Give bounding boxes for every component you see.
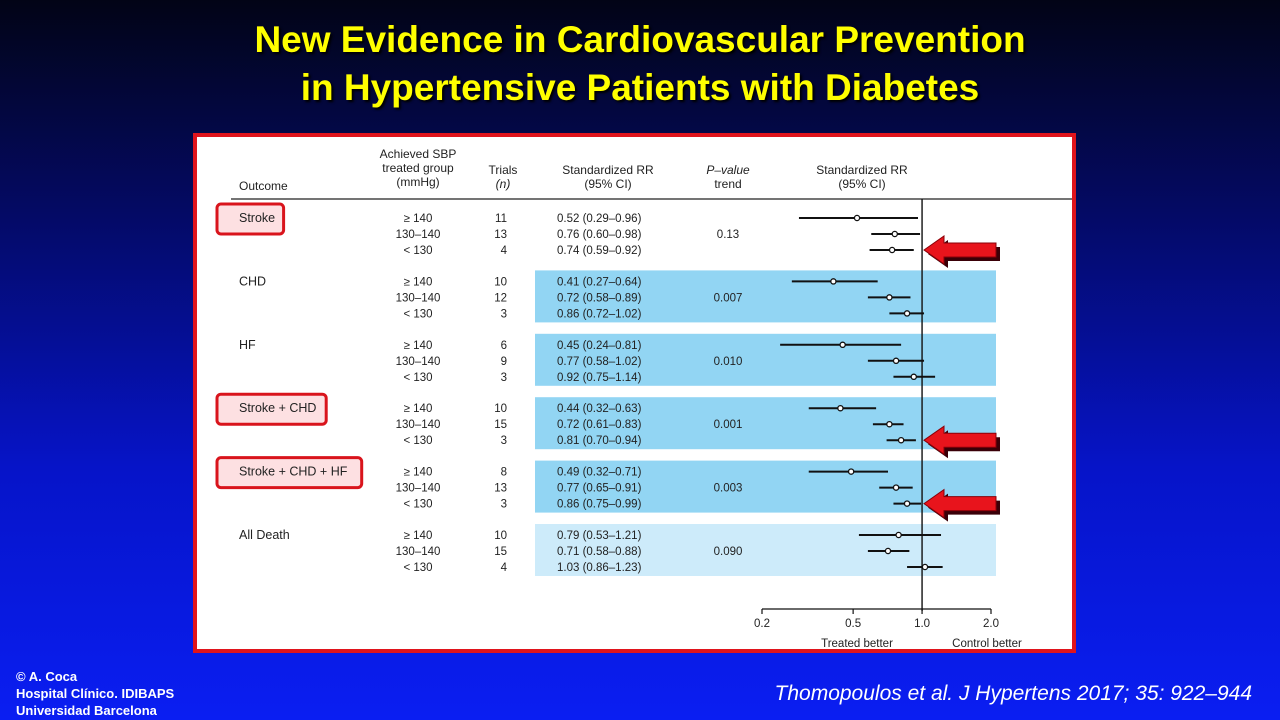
sbp-category: 130–140 xyxy=(395,292,441,305)
rr-point xyxy=(854,215,859,220)
rr-point xyxy=(840,342,845,347)
trials-count: 12 xyxy=(494,292,507,305)
header-trials-line1: Trials xyxy=(488,163,518,177)
trials-count: 4 xyxy=(500,562,507,574)
rr-point xyxy=(896,532,901,537)
rr-ci-text: 1.03 (0.86–1.23) xyxy=(557,562,642,574)
sbp-category: < 130 xyxy=(403,245,433,257)
rr-point xyxy=(890,247,895,252)
trials-count: 10 xyxy=(494,403,507,416)
rr-ci-text: 0.49 (0.32–0.71) xyxy=(557,466,642,479)
p-trend-value: 0.090 xyxy=(713,546,743,558)
sbp-category: < 130 xyxy=(403,435,433,448)
institution-text: Hospital Clínico. IDIBAPS xyxy=(16,686,175,701)
outcome-label: Stroke xyxy=(239,211,276,225)
header-sbp-line2: treated group xyxy=(382,161,454,175)
rr-ci-text: 0.52 (0.29–0.96) xyxy=(557,213,642,225)
outcome-label: All Death xyxy=(239,528,290,542)
sbp-category: 130–140 xyxy=(395,229,441,241)
slide-title-line2: in Hypertensive Patients with Diabetes xyxy=(300,67,980,108)
sbp-category: ≥ 140 xyxy=(403,403,433,416)
rr-ci-text: 0.77 (0.58–1.02) xyxy=(557,355,642,368)
header-p-line2: trend xyxy=(714,177,742,191)
rr-point xyxy=(831,279,836,284)
sbp-category: ≥ 140 xyxy=(403,339,433,352)
trials-count: 9 xyxy=(500,355,507,368)
rr-point xyxy=(885,548,890,553)
trials-count: 3 xyxy=(500,498,507,511)
header-outcome: Outcome xyxy=(239,179,288,193)
rr-ci-text: 0.44 (0.32–0.63) xyxy=(557,403,642,416)
trials-count: 10 xyxy=(494,276,507,289)
sbp-category: 130–140 xyxy=(395,482,441,495)
slide-title xyxy=(0,16,1280,112)
p-trend-value: 0.003 xyxy=(713,482,743,495)
rr-ci-text: 0.81 (0.70–0.94) xyxy=(557,435,642,448)
rr-ci-text: 0.86 (0.72–1.02) xyxy=(557,308,642,321)
rr-point xyxy=(892,231,897,236)
sbp-category: 130–140 xyxy=(395,419,441,432)
outcome-label: Stroke + CHD xyxy=(239,401,317,416)
x-tick-label: 2.0 xyxy=(983,618,999,630)
rr-point xyxy=(899,438,904,443)
trials-count: 13 xyxy=(494,229,507,241)
sbp-category: < 130 xyxy=(403,371,433,384)
rr-ci-text: 0.72 (0.58–0.89) xyxy=(557,292,642,305)
rr-ci-text: 0.74 (0.59–0.92) xyxy=(557,245,642,257)
header-p-line1: P–value xyxy=(706,163,750,177)
x-tick-label: 1.0 xyxy=(914,618,931,630)
citation: Thomopoulos et al. J Hypertens 2017; 35: 922–944 xyxy=(774,682,1252,705)
rr-ci-text: 0.77 (0.65–0.91) xyxy=(557,482,642,495)
sbp-category: < 130 xyxy=(403,498,433,511)
university-text: Universidad Barcelona xyxy=(16,703,157,718)
header-sbp-line3: (mmHg) xyxy=(396,175,440,189)
outcome-label: HF xyxy=(239,337,256,352)
rr-ci-text: 0.86 (0.75–0.99) xyxy=(557,498,642,511)
rr-point xyxy=(893,358,898,363)
author-credit xyxy=(16,668,174,719)
x-tick-label: 0.2 xyxy=(754,618,770,630)
sbp-category: 130–140 xyxy=(395,546,441,558)
outcome-label: CHD xyxy=(239,274,267,289)
sbp-category: 130–140 xyxy=(395,355,441,368)
copyright-text: © A. Coca xyxy=(16,669,78,684)
rr-point xyxy=(887,295,892,300)
header-plot-line2: (95% CI) xyxy=(838,177,886,191)
outcome-label: Stroke + CHD + HF xyxy=(239,464,348,479)
rr-ci-text: 0.41 (0.27–0.64) xyxy=(557,276,642,289)
header-rr-line1: Standardized RR xyxy=(562,163,654,177)
x-label-control-better: Control better xyxy=(952,638,1022,649)
p-trend-value: 0.010 xyxy=(713,355,743,368)
p-trend-value: 0.007 xyxy=(713,292,743,305)
rr-point xyxy=(922,564,927,569)
trials-count: 3 xyxy=(500,371,507,384)
x-tick-label: 0.5 xyxy=(845,618,862,630)
header-trials-line2: (n) xyxy=(495,177,511,191)
trials-count: 15 xyxy=(494,546,507,558)
p-trend-value: 0.001 xyxy=(713,419,743,432)
rr-ci-text: 0.45 (0.24–0.81) xyxy=(557,339,642,352)
sbp-category: < 130 xyxy=(403,308,433,321)
header-sbp-line1: Achieved SBP xyxy=(379,147,457,161)
trials-count: 10 xyxy=(494,530,507,542)
trials-count: 3 xyxy=(500,435,507,448)
sbp-category: < 130 xyxy=(403,562,433,574)
rr-point xyxy=(838,406,843,411)
sbp-category: ≥ 140 xyxy=(403,213,433,225)
rr-ci-text: 0.71 (0.58–0.88) xyxy=(557,546,642,558)
rr-point xyxy=(911,374,916,379)
rr-point xyxy=(893,485,898,490)
p-trend-value: 0.13 xyxy=(716,229,740,241)
trials-count: 13 xyxy=(494,482,507,495)
trials-count: 3 xyxy=(500,308,507,321)
rr-point xyxy=(904,501,909,506)
rr-ci-text: 0.72 (0.61–0.83) xyxy=(557,419,642,432)
sbp-category: ≥ 140 xyxy=(403,530,433,542)
trials-count: 8 xyxy=(500,466,507,479)
header-rr-line2: (95% CI) xyxy=(584,177,632,191)
slide-title-line1: New Evidence in Cardiovascular Prevention xyxy=(254,19,1026,60)
trials-count: 6 xyxy=(500,339,507,352)
x-label-treated-better: Treated better xyxy=(821,638,893,649)
rr-ci-text: 0.92 (0.75–1.14) xyxy=(557,371,642,384)
trials-count: 11 xyxy=(495,213,507,225)
rr-ci-text: 0.76 (0.60–0.98) xyxy=(557,229,642,241)
trials-count: 4 xyxy=(500,245,507,257)
rr-point xyxy=(849,469,854,474)
rr-point xyxy=(904,311,909,316)
rr-ci-text: 0.79 (0.53–1.21) xyxy=(557,530,642,542)
trials-count: 15 xyxy=(494,419,507,432)
sbp-category: ≥ 140 xyxy=(403,466,433,479)
header-plot-line1: Standardized RR xyxy=(816,163,908,177)
sbp-category: ≥ 140 xyxy=(403,276,433,289)
rr-point xyxy=(887,422,892,427)
forest-plot-panel xyxy=(193,133,1076,653)
forest-plot xyxy=(197,137,1072,649)
